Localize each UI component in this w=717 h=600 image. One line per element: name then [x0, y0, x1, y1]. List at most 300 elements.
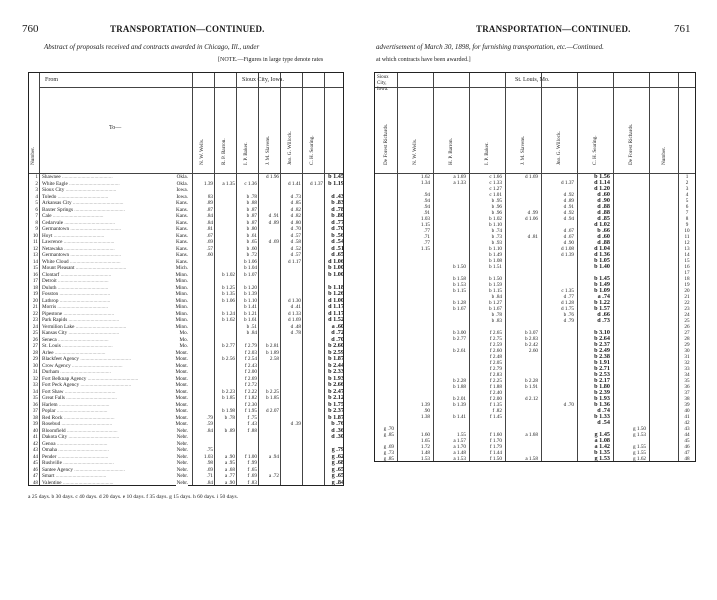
- row-number: 18: [32, 284, 38, 291]
- rate-cell-awarded: g .79: [331, 447, 344, 453]
- rate-cell: d .73: [290, 193, 301, 200]
- rate-cell: a 1.53: [453, 456, 466, 462]
- rate-cell: d 1.75: [561, 306, 574, 312]
- destination-state: Kans.: [176, 200, 188, 206]
- rate-cell: f 2.69: [244, 375, 257, 382]
- destination-name: Omaha: [42, 447, 57, 453]
- rate-cell-awarded: g 1.53: [594, 456, 610, 462]
- rate-cell-awarded: d .54: [597, 420, 610, 426]
- group-label-right: St. Louis, Mo.: [515, 77, 550, 83]
- row-number: 8: [685, 216, 689, 222]
- rate-cell: d .57: [290, 252, 301, 258]
- rate-cell: f 2.30: [244, 401, 257, 408]
- leader-dots: .......................................: [55, 440, 108, 447]
- leader-dots: .......................................: [74, 265, 127, 271]
- rate-cell: f 1.60: [489, 432, 502, 438]
- bidder-header: C. H. Searing.: [309, 135, 315, 165]
- rate-cell: 1.38: [420, 414, 430, 420]
- destination-state: Minn.: [175, 284, 188, 291]
- rate-cell-awarded: b 2.60: [328, 343, 344, 349]
- right-page: [358, 0, 716, 600]
- leader-dots: .......................................: [79, 382, 132, 388]
- rate-cell: f .65: [247, 466, 257, 473]
- rate-cell: f 2.48: [489, 354, 502, 360]
- rate-cell: b 1.67: [453, 306, 466, 312]
- row-number: 48: [32, 479, 38, 486]
- row-number: 25: [684, 318, 690, 324]
- rate-cell: b 1.85: [222, 395, 235, 401]
- bidder-header: De Forest Richards.: [628, 123, 634, 165]
- rate-cell: f 1.44: [489, 450, 502, 456]
- row-number: 6: [35, 206, 38, 213]
- row-number: 4: [35, 193, 38, 200]
- destination-state: Nebr.: [176, 434, 188, 440]
- rate-cell: d .80: [290, 219, 301, 226]
- destination-name: Germantown: [42, 226, 70, 232]
- rate-cell: f 2.79: [489, 366, 502, 372]
- destination-state: Mont.: [175, 401, 188, 408]
- rate-cell-awarded: b 1.33: [594, 414, 610, 420]
- rate-cell: 1.39: [420, 402, 430, 408]
- row-number: 15: [32, 265, 38, 271]
- rate-cell: 1.34: [420, 180, 430, 186]
- intro-text: Abstract of proposals received and contracts awarded in Chicago, Ill., under: [44, 43, 260, 51]
- leader-dots: .......................................: [67, 330, 120, 336]
- rate-cell-awarded: d .90: [597, 198, 610, 204]
- row-number: 17: [684, 270, 690, 276]
- destination-state: Mont.: [175, 349, 188, 356]
- rate-cell: f 2.00: [489, 396, 502, 402]
- rate-cell: c 1.36: [244, 180, 257, 187]
- rate-cell: f 2.59: [489, 342, 502, 348]
- leader-dots: .......................................: [79, 356, 131, 362]
- destination-name: Netawaka: [42, 245, 63, 252]
- row-number: 44: [32, 453, 38, 460]
- bidder-header: H. P. Barron.: [448, 138, 454, 165]
- rate-cell: .71: [423, 234, 430, 240]
- footnote: a 25 days. b 30 days. c 40 days. d 20 days. e 10 days. f 35 days. g 15 days. h 60 days. i 50 days.: [28, 494, 239, 500]
- destination-state: Iowa.: [176, 193, 188, 200]
- row-number: 43: [684, 426, 690, 432]
- rate-cell-awarded: b 1.26: [328, 291, 344, 297]
- rate-cell-awarded: d .65: [331, 252, 344, 258]
- rate-cell: g .69: [383, 444, 394, 450]
- destination-name: Rosebud: [42, 421, 61, 427]
- rate-cell: c 1.66: [489, 174, 502, 180]
- rate-cell: d 1.39: [561, 252, 574, 258]
- leader-dots: .......................................: [69, 226, 121, 232]
- rate-cell-awarded: b 2.64: [594, 336, 610, 342]
- rate-cell: b 1.25: [222, 284, 235, 291]
- row-number: 39: [32, 421, 38, 427]
- destination-name: Great Falls: [42, 395, 65, 401]
- destination-name: Fort Belknap Agency: [42, 375, 87, 382]
- rate-cell: f 2.00: [244, 369, 257, 375]
- rate-cell: a 1.69: [453, 174, 466, 180]
- destination-state: Mont.: [175, 362, 188, 369]
- row-number: 38: [684, 396, 690, 402]
- rate-cell: a 1.70: [453, 444, 466, 450]
- rate-cell-awarded: b 1.09: [594, 288, 610, 294]
- rate-cell: f 2.65: [489, 330, 502, 336]
- rate-cell: f 1.50: [489, 456, 502, 462]
- rate-cell: 1.53: [420, 456, 430, 462]
- number-col-label: Number.: [661, 146, 667, 165]
- rate-cell: d .81: [527, 234, 538, 240]
- rate-cell: b .74: [491, 228, 502, 234]
- rate-cell-awarded: b 2.38: [594, 354, 610, 360]
- rate-cell-awarded: b 1.80: [594, 384, 610, 390]
- row-number: 44: [684, 432, 690, 438]
- rate-cell: b 1.35: [222, 291, 235, 297]
- rate-cell-awarded: b 1.40: [594, 264, 610, 270]
- row-number: 27: [32, 343, 38, 349]
- row-number: 39: [684, 402, 690, 408]
- rate-cell: b 1.91: [525, 384, 538, 390]
- rate-cell: b 1.10: [489, 222, 502, 228]
- rate-cell: g .70: [383, 426, 394, 432]
- row-number: 10: [684, 228, 690, 234]
- leader-dots: .......................................: [57, 401, 110, 408]
- rate-cell: d 1.41: [288, 180, 301, 187]
- rate-cell: .94: [423, 192, 430, 198]
- destination-state: Iowa.: [176, 187, 188, 193]
- rate-cell: d 1.17: [288, 258, 301, 265]
- rate-cell: a 1.68: [525, 432, 538, 438]
- destination-name: Poplar: [42, 408, 56, 414]
- leader-dots: .......................................: [58, 297, 111, 304]
- destination-state: Kans.: [176, 252, 188, 258]
- rate-cell: a 1.57: [453, 438, 466, 444]
- rate-cell: d .90: [563, 240, 574, 246]
- rate-cell: .81: [206, 226, 213, 232]
- bidder-header: C. H. Searing.: [592, 135, 598, 165]
- rate-cell: b 2.61: [453, 348, 466, 354]
- row-number: 40: [684, 408, 690, 414]
- rate-cell: b 2.28: [453, 378, 466, 384]
- rate-cell-awarded: a .74: [597, 294, 610, 300]
- rate-cell: b .96: [491, 204, 502, 210]
- rate-cell-awarded: d .60: [597, 192, 610, 198]
- rate-cell-awarded: b 2.37: [328, 408, 344, 414]
- rate-cell: d .69: [268, 239, 279, 245]
- rate-cell-awarded: d .88: [597, 240, 610, 246]
- rate-cell: a .94: [268, 453, 279, 460]
- rate-cell: d 1.37: [561, 180, 574, 186]
- destination-state: Kans.: [176, 245, 188, 252]
- rate-cell: d 1.96: [266, 174, 279, 180]
- rate-cell: d .77: [563, 294, 574, 300]
- rate-cell: d .67: [563, 234, 574, 240]
- rate-cell: .94: [423, 204, 430, 210]
- rate-cell-awarded: g .62: [331, 453, 344, 460]
- rate-cell: .84: [206, 427, 213, 434]
- leader-dots: .......................................: [56, 336, 109, 343]
- bidder-header: De Forest Richards.: [383, 123, 389, 165]
- rate-cell-awarded: d .77: [331, 219, 344, 226]
- rate-cell: b .65: [246, 239, 257, 245]
- number-col-label: Number.: [30, 146, 36, 165]
- leader-dots: .......................................: [52, 232, 105, 239]
- row-number: 11: [33, 239, 38, 245]
- rate-cell: .75: [206, 447, 213, 453]
- destination-name: Seneca: [42, 336, 57, 343]
- rate-cell: b 1.98: [222, 408, 235, 414]
- destination-state: Okla.: [176, 180, 188, 187]
- row-number: 47: [684, 450, 690, 456]
- destination-name: Pipestone: [42, 310, 63, 317]
- rate-cell-awarded: b 2.71: [594, 366, 610, 372]
- leader-dots: .......................................: [53, 349, 106, 356]
- destination-state: Minn.: [175, 317, 188, 323]
- rate-cell-awarded: d .74: [597, 408, 610, 414]
- rate-cell: .91: [423, 210, 430, 216]
- rate-cell-awarded: d 1.36: [594, 252, 610, 258]
- bidder-header: Jno. G. Willock.: [556, 131, 562, 165]
- row-number: 24: [684, 312, 690, 318]
- leader-dots: .......................................: [62, 310, 115, 317]
- rate-cell: f 2.72: [244, 382, 257, 388]
- row-number: 28: [684, 336, 690, 342]
- rate-cell: 2.58: [269, 356, 279, 362]
- row-number: 7: [685, 210, 689, 216]
- row-number: 46: [32, 466, 38, 473]
- rate-cell: d .57: [290, 232, 301, 239]
- row-number: 40: [32, 427, 38, 434]
- rate-cell-awarded: b .56: [331, 232, 344, 239]
- row-number: 19: [32, 291, 38, 297]
- rate-cell-awarded: d .30: [331, 434, 344, 440]
- rate-cell-awarded: d .51: [331, 245, 344, 252]
- row-number: 20: [684, 288, 690, 294]
- rate-cell: b .93: [491, 240, 502, 246]
- leader-dots: .......................................: [63, 219, 115, 226]
- destination-name: Park Rapids: [42, 317, 68, 323]
- group-label: Sioux City, Iowa.: [242, 77, 284, 83]
- destination-state: Kans.: [176, 232, 188, 239]
- row-number: 1: [685, 174, 689, 180]
- row-number: 1: [35, 174, 38, 180]
- destination-state: Mo.: [179, 330, 188, 336]
- leader-dots: .......................................: [72, 206, 125, 213]
- rate-cell: d .94: [563, 216, 574, 222]
- rate-cell: f 2.40: [489, 390, 502, 396]
- rate-cell: b .60: [246, 245, 257, 252]
- destination-name: Arkansas City: [42, 200, 72, 206]
- rate-cell: b 1.49: [489, 252, 502, 258]
- rate-cell-awarded: d 1.00: [328, 297, 344, 304]
- rate-cell: a .95: [224, 460, 235, 466]
- rate-cell: d 1.69: [288, 317, 301, 323]
- row-number: 31: [32, 369, 38, 375]
- destination-state: Kans.: [176, 206, 188, 213]
- row-number: 20: [32, 297, 38, 304]
- rate-cell: 1.39: [203, 180, 213, 187]
- rate-cell: d 2.07: [266, 408, 279, 414]
- leader-dots: .......................................: [61, 460, 114, 466]
- row-number: 26: [684, 324, 690, 330]
- rate-cell-awarded: g .65: [331, 466, 344, 473]
- rate-cell: 2.60: [528, 348, 538, 354]
- rate-cell: d .92: [563, 210, 574, 216]
- rate-cell: b .83: [491, 318, 502, 324]
- row-number: 42: [684, 420, 690, 426]
- rate-cell: b 1.50: [489, 276, 502, 282]
- leader-dots: .......................................: [60, 174, 113, 180]
- rate-cell-awarded: g .84: [331, 479, 344, 486]
- bidder-header: J. M. Slavens.: [265, 135, 271, 165]
- destination-name: Fort Peck Agency: [42, 382, 80, 388]
- row-number: 17: [32, 278, 38, 284]
- rate-cell: g 1.50: [633, 426, 646, 432]
- rate-cell: f 1.95: [244, 408, 257, 414]
- rate-cell-awarded: b 1.87: [328, 414, 344, 421]
- rate-cell-awarded: d .88: [597, 204, 610, 210]
- leader-dots: .......................................: [59, 369, 111, 375]
- rate-cell: 1.62: [420, 174, 430, 180]
- rate-cell: .87: [206, 206, 213, 213]
- rate-cell-awarded: d .60: [597, 234, 610, 240]
- rate-cell-awarded: d 1.52: [328, 317, 344, 323]
- rate-cell: f 2.05: [489, 360, 502, 366]
- leader-dots: .......................................: [70, 362, 123, 369]
- row-number: 18: [684, 276, 690, 282]
- row-number: 10: [32, 232, 38, 239]
- leader-dots: .......................................: [58, 291, 111, 297]
- rate-cell: b 1.88: [453, 384, 466, 390]
- leader-dots: .......................................: [65, 427, 118, 434]
- note-text: at which contracts have been awarded.]: [376, 57, 471, 63]
- destination-state: Nebr.: [176, 460, 188, 466]
- rate-cell: b 1.27: [489, 300, 502, 306]
- rate-cell: f 2.03: [244, 349, 257, 356]
- rate-cell: b 2.56: [222, 356, 235, 362]
- rate-cell-awarded: b 1.00: [328, 265, 344, 271]
- bidder-header: J. M. Slavens.: [520, 135, 526, 165]
- leader-dots: .......................................: [62, 245, 115, 252]
- rate-cell: d .48: [290, 323, 301, 330]
- destination-name: Fort Shaw: [42, 388, 64, 395]
- table-row: [375, 456, 697, 462]
- row-number: 41: [684, 414, 690, 420]
- destination-state: Minn.: [175, 278, 188, 284]
- destination-name: St. Louis: [42, 343, 61, 349]
- rate-cell-awarded: d 1.06: [328, 258, 344, 265]
- note-text: [NOTE.—Figures in large type denote rates: [218, 57, 324, 63]
- rate-cell: .84: [206, 479, 213, 486]
- rate-cell: a 1.58: [525, 456, 538, 462]
- rate-cell: .94: [423, 198, 430, 204]
- bidder-header: N. W. Wells.: [412, 138, 418, 165]
- rate-cell: b 1.10: [244, 297, 257, 304]
- rate-cell: f 1.70: [489, 438, 502, 444]
- destination-name: White Eagle: [42, 180, 68, 187]
- rate-cell: f .43: [247, 421, 257, 427]
- destination-name: Genoa: [42, 440, 56, 447]
- rate-cell: d .91: [268, 213, 279, 219]
- rate-cell-awarded: b 2.66: [328, 382, 344, 388]
- destination-state: Minn.: [175, 291, 188, 297]
- rate-cell: b .61: [246, 232, 257, 239]
- row-number: 37: [684, 390, 690, 396]
- destination-name: Shawnee: [42, 174, 61, 180]
- row-number: 5: [35, 200, 38, 206]
- destination-state: Minn.: [175, 297, 188, 304]
- page-header: TRANSPORTATION—CONTINUED.: [476, 24, 631, 34]
- rate-cell: b 2.23: [222, 388, 235, 395]
- row-number: 46: [684, 444, 690, 450]
- row-number: 48: [684, 456, 690, 462]
- destination-state: Mont.: [175, 421, 188, 427]
- destination-state: Kans.: [176, 258, 188, 265]
- leader-dots: .......................................: [72, 466, 125, 473]
- row-number: 21: [684, 294, 690, 300]
- destination-name: Arlee: [42, 349, 54, 356]
- destination-state: Kans.: [176, 239, 188, 245]
- row-number: 34: [32, 388, 38, 395]
- rate-cell: b .84: [246, 330, 257, 336]
- rate-cell-awarded: b 2.44: [328, 362, 344, 369]
- row-number: 11: [684, 234, 690, 240]
- destination-state: Mont.: [175, 375, 188, 382]
- rate-cell: d .70: [290, 226, 301, 232]
- rate-cell: a .90: [224, 479, 235, 486]
- destination-name: Durham: [42, 369, 59, 375]
- destination-name: Detroit: [42, 278, 57, 284]
- destination-state: Okla.: [176, 174, 188, 180]
- rate-cell: 1.72: [420, 444, 430, 450]
- destination-state: Kans.: [176, 226, 188, 232]
- row-number: 23: [32, 317, 38, 323]
- rate-cell: d .67: [563, 228, 574, 234]
- rate-cell: a 1.33: [453, 180, 466, 186]
- destination-state: Mo.: [179, 336, 188, 343]
- rate-cell: b 2.25: [266, 388, 279, 395]
- row-number: 3: [35, 187, 38, 193]
- rate-cell-awarded: d 1.20: [594, 186, 610, 192]
- row-number: 3: [685, 186, 689, 192]
- rate-cell: b .87: [246, 213, 257, 219]
- destination-name: Sioux City: [42, 187, 65, 193]
- rate-cell: b 1.58: [453, 276, 466, 282]
- rate-cell: d 1.30: [288, 297, 301, 304]
- destination-name: Smart: [42, 473, 55, 479]
- rate-cell: f 1.82: [244, 395, 257, 401]
- rate-cell: f .69: [247, 473, 257, 479]
- table-row: [29, 480, 345, 487]
- rate-cell-awarded: d 1.17: [328, 310, 344, 317]
- row-number: 7: [35, 213, 38, 219]
- rate-cell: f 2.75: [489, 336, 502, 342]
- rate-cell: d .78: [290, 330, 301, 336]
- rate-cell: d .99: [527, 210, 538, 216]
- rate-cell-awarded: d 1.17: [328, 304, 344, 310]
- rate-cell: b .78: [224, 414, 235, 421]
- leader-dots: .......................................: [56, 453, 109, 460]
- rate-cell: b 1.41: [453, 414, 466, 420]
- leader-dots: .......................................: [64, 395, 117, 401]
- rate-cell-awarded: b .83: [331, 200, 344, 206]
- rate-cell-awarded: b 1.87: [328, 356, 344, 362]
- row-number: 47: [32, 473, 38, 479]
- row-number: 33: [32, 382, 38, 388]
- rate-cell: b .95: [491, 198, 502, 204]
- rate-cell-awarded: d 1.02: [594, 222, 610, 228]
- row-number: 33: [684, 366, 690, 372]
- leader-dots: .......................................: [56, 278, 109, 284]
- rate-cell: f 2.83: [489, 372, 502, 378]
- rate-cell-awarded: d .54: [331, 239, 344, 245]
